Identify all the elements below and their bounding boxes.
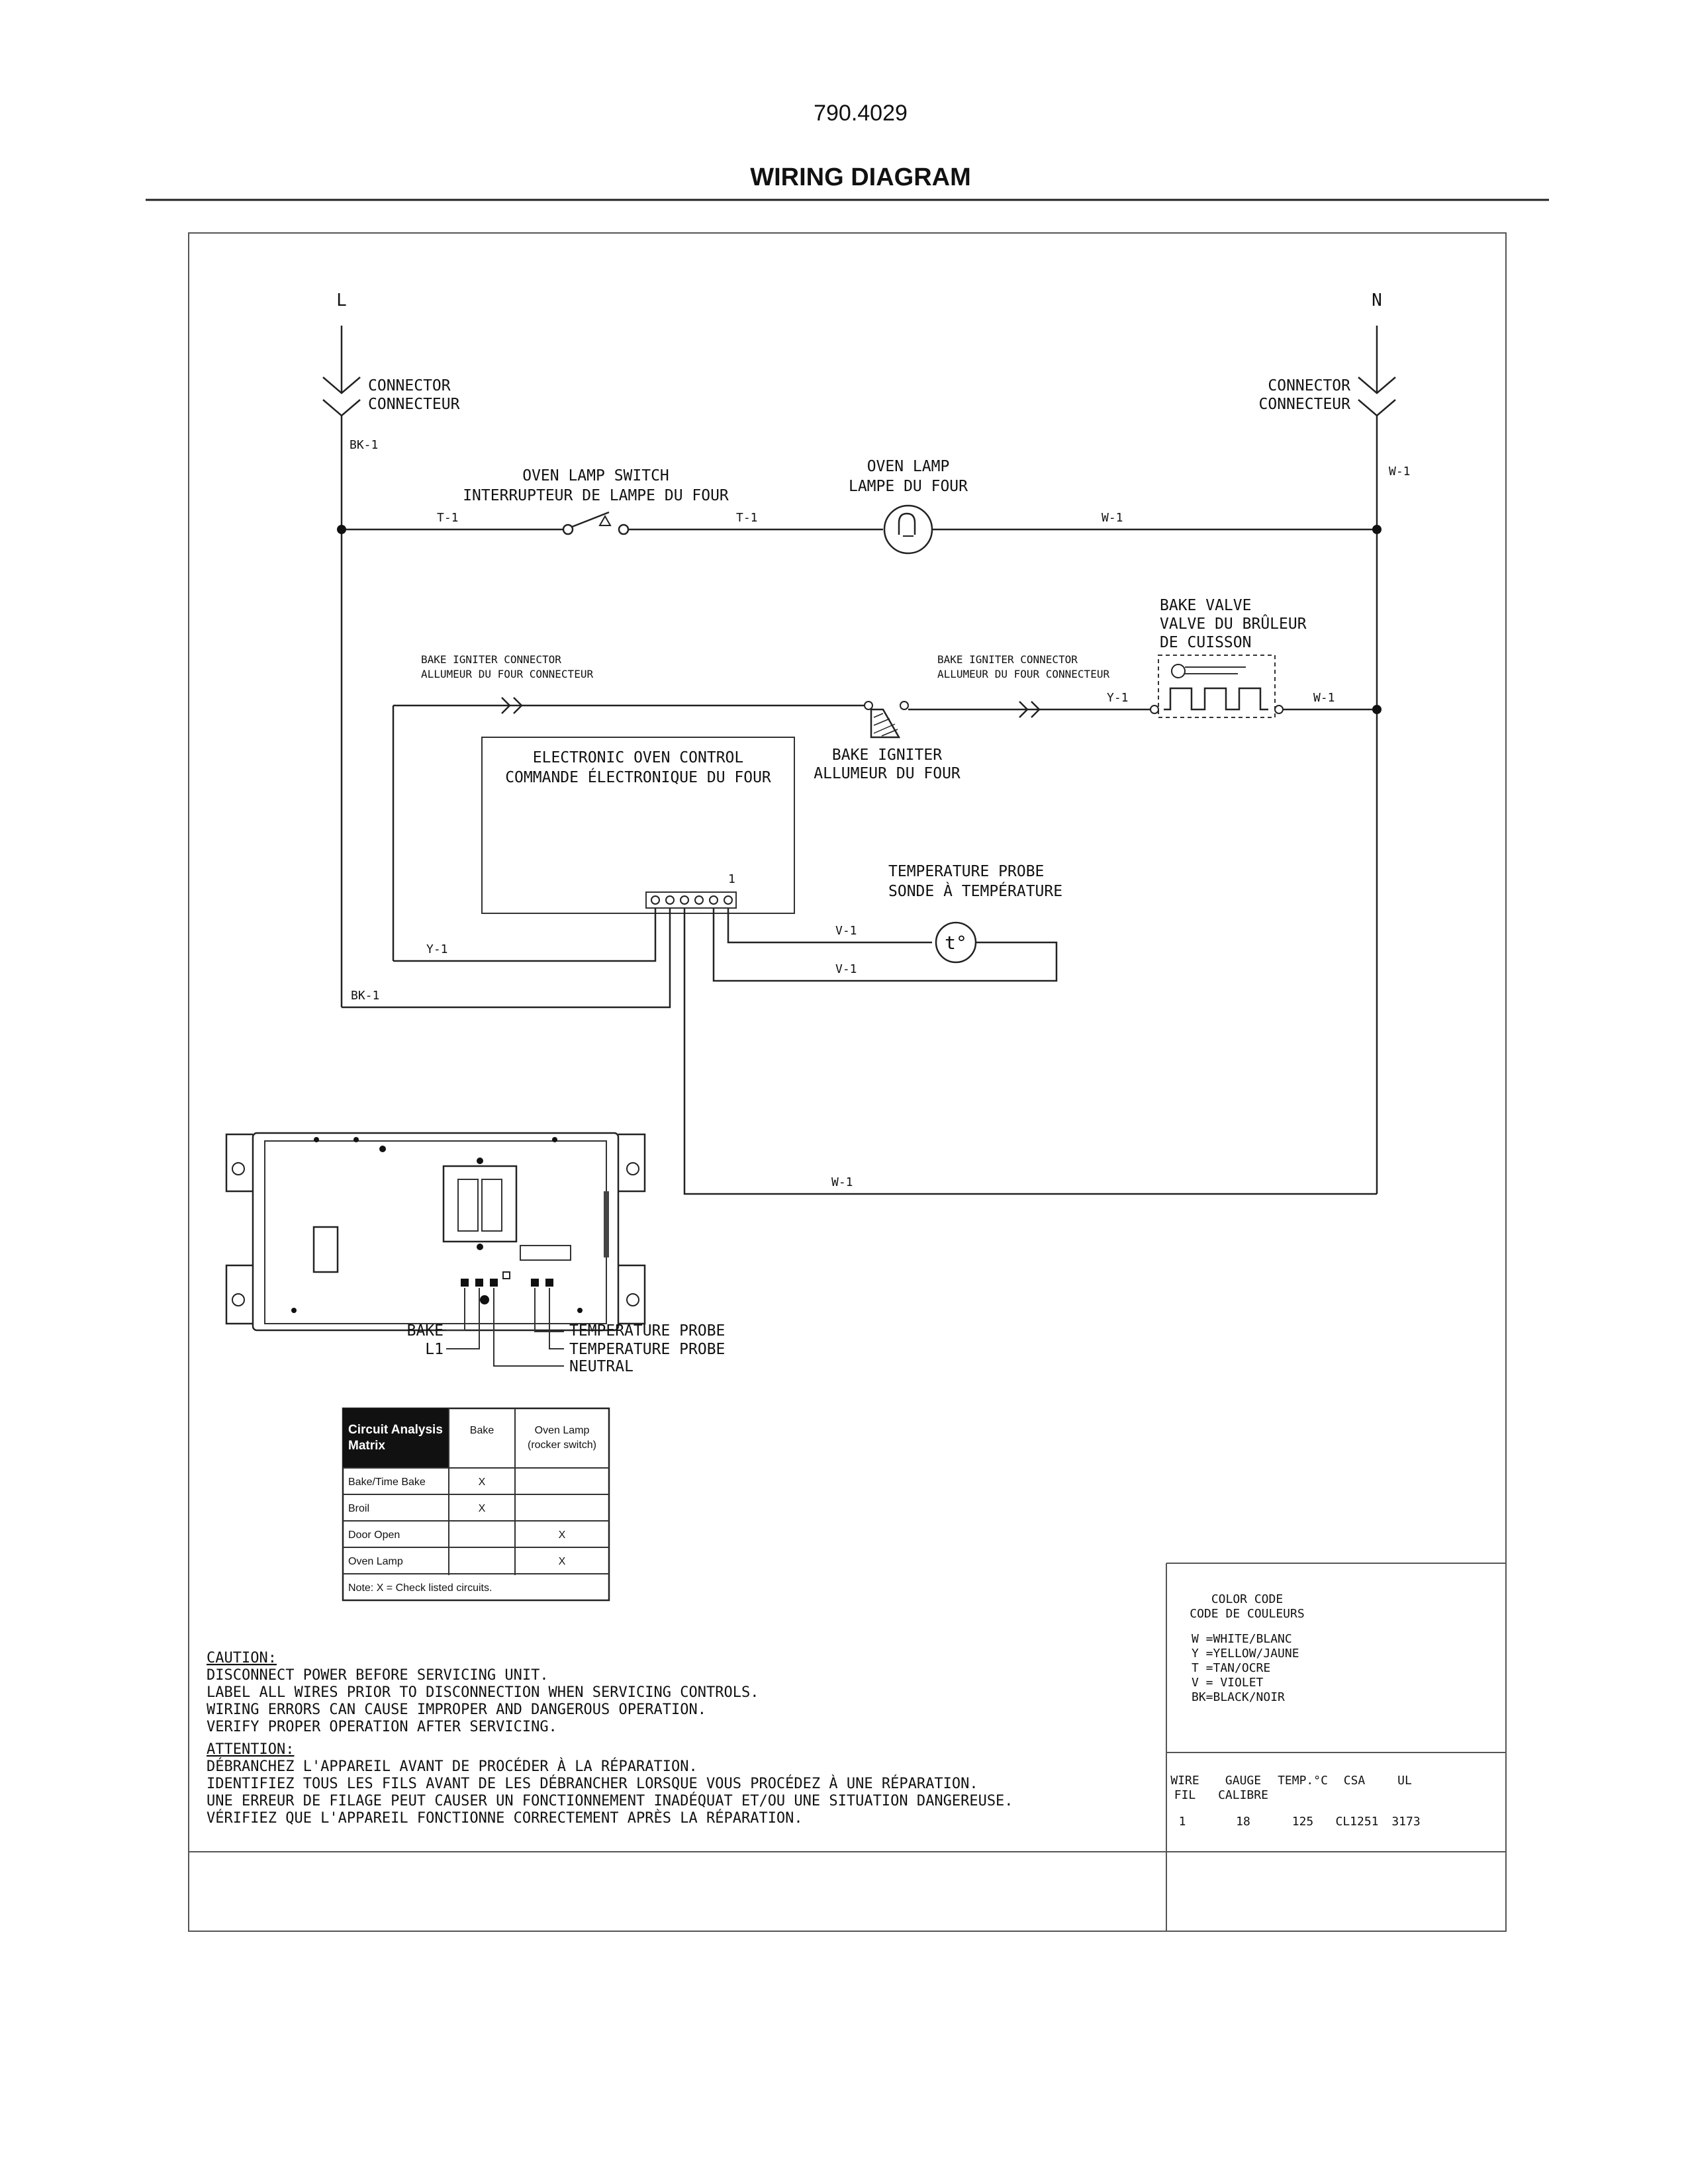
oven-lamp-switch-label-en: OVEN LAMP SWITCH [522, 467, 669, 484]
matrix-col-bake: Bake [469, 1425, 494, 1436]
control-board-illustration [226, 1133, 645, 1330]
wire-spec-h-fil: FIL [1174, 1788, 1196, 1802]
matrix-row-label: Bake/Time Bake [348, 1477, 426, 1488]
right-connector-icon [1358, 326, 1395, 416]
color-code-title-en: COLOR CODE [1211, 1592, 1284, 1606]
probe-label-fr: SONDE À TEMPÉRATURE [888, 883, 1063, 900]
temperature-probe-icon [936, 923, 976, 962]
caution-line: VERIFY PROPER OPERATION AFTER SERVICING. [207, 1719, 557, 1735]
caution-line: WIRING ERRORS CAN CAUSE IMPROPER AND DANGEROUS OPERATION. [207, 1702, 706, 1718]
igniter-connector-right-label-fr: ALLUMEUR DU FOUR CONNECTEUR [937, 668, 1110, 680]
leader-l1 [446, 1288, 479, 1349]
bake-igniter-label-en: BAKE IGNITER [831, 747, 943, 764]
line-terminal-label: L [336, 291, 347, 310]
attention-line: VÉRIFIEZ QUE L'APPAREIL FONCTIONNE CORRECTEMENT APRÈS LA RÉPARATION. [207, 1810, 803, 1827]
wire-label-bk1-bottom: BK-1 [351, 989, 380, 1003]
bake-igniter-icon [865, 702, 908, 737]
wire-spec-h-temp: TEMP.°C [1278, 1774, 1328, 1788]
board-label-probe-2: TEMPERATURE PROBE [569, 1341, 726, 1358]
matrix-row-lamp: X [558, 1556, 566, 1567]
wire-spec-gauge: 18 [1236, 1815, 1250, 1829]
board-label-bake: BAKE [406, 1322, 444, 1340]
bake-valve-label-fr2: DE CUISSON [1160, 634, 1252, 651]
wire-spec-h-gauge: GAUGE [1225, 1774, 1262, 1788]
board-label-l1: L1 [425, 1341, 444, 1358]
board-label-neutral: NEUTRAL [569, 1358, 633, 1375]
color-code-entry: BK=BLACK/NOIR [1192, 1690, 1285, 1704]
wire-label-t1-right: T-1 [736, 511, 758, 525]
right-connector-label-fr: CONNECTEUR [1258, 396, 1350, 413]
bake-valve-label-fr1: VALVE DU BRÛLEUR [1160, 615, 1307, 633]
attention-line: DÉBRANCHEZ L'APPAREIL AVANT DE PROCÉDER À LA RÉPARATION. [207, 1758, 698, 1775]
oven-lamp-label-fr: LAMPE DU FOUR [848, 478, 968, 495]
wire-w1-control [684, 908, 1377, 1194]
color-code-entry: W =WHITE/BLANC [1192, 1632, 1292, 1646]
wire-label-t1-left: T-1 [437, 511, 459, 525]
right-connector-label-en: CONNECTOR [1268, 377, 1350, 394]
board-label-probe-1: TEMPERATURE PROBE [569, 1322, 726, 1340]
attention-line: IDENTIFIEZ TOUS LES FILS AVANT DE LES DÉBRANCHER LORSQUE VOUS PROCÉDEZ À UNE RÉPARATION. [207, 1776, 978, 1792]
node-dot-n-lamp [1372, 525, 1382, 534]
bake-igniter-label-fr: ALLUMEUR DU FOUR [814, 765, 961, 782]
wire-label-bk1-top: BK-1 [350, 438, 379, 452]
wire-spec-h-calibre: CALIBRE [1218, 1788, 1268, 1802]
color-code-entry: Y =YELLOW/JAUNE [1192, 1647, 1299, 1661]
wire-label-y1-control: Y-1 [426, 942, 448, 956]
wire-label-w1-bottom: W-1 [831, 1175, 853, 1189]
wire-bk1-control [342, 908, 670, 1007]
wire-spec-temp: 125 [1291, 1815, 1314, 1829]
left-connector-label-fr: CONNECTEUR [368, 396, 460, 413]
bake-valve-icon [1150, 655, 1283, 717]
matrix-note: Note: X = Check listed circuits. [348, 1582, 492, 1594]
left-connector-icon [323, 326, 360, 416]
model-number: 790.4029 [814, 101, 908, 126]
probe-symbol: t° [945, 932, 967, 954]
oven-lamp-icon [884, 506, 932, 553]
page-title: WIRING DIAGRAM [750, 163, 971, 191]
left-connector-label-en: CONNECTOR [368, 377, 451, 394]
matrix-row-bake: X [478, 1477, 486, 1488]
matrix-row-bake: X [478, 1503, 486, 1514]
attention-heading: ATTENTION: [207, 1741, 295, 1758]
matrix-col-lamp-2: (rocker switch) [527, 1439, 597, 1451]
matrix-row-label: Broil [348, 1503, 370, 1514]
wire-label-w1-lamp: W-1 [1102, 511, 1123, 525]
oven-lamp-switch-icon [563, 512, 628, 534]
matrix-row-lamp: X [558, 1529, 566, 1541]
node-dot-l-lamp [337, 525, 346, 534]
wire-spec-wire: 1 [1178, 1815, 1186, 1829]
control-terminal-block-icon [646, 892, 736, 908]
wire-spec-h-ul: UL [1397, 1774, 1412, 1788]
wire-spec-h-wire: WIRE [1170, 1774, 1199, 1788]
neutral-terminal-label: N [1372, 291, 1382, 310]
wire-spec-csa: CL1251 [1335, 1815, 1379, 1829]
matrix-col-lamp-1: Oven Lamp [534, 1425, 590, 1436]
bake-valve-label-en: BAKE VALVE [1160, 597, 1252, 614]
wire-label-w1-valve: W-1 [1313, 691, 1335, 705]
matrix-title-2: Matrix [348, 1439, 385, 1453]
control-pin-1-label: 1 [728, 872, 735, 886]
color-code-entry: T =TAN/OCRE [1192, 1661, 1271, 1675]
wire-spec-h-csa: CSA [1343, 1774, 1366, 1788]
wire-label-v1-top: V-1 [835, 924, 857, 938]
node-dot-n-valve [1372, 705, 1382, 714]
igniter-connector-left-label-fr: ALLUMEUR DU FOUR CONNECTEUR [421, 668, 594, 680]
color-code-entry: V = VIOLET [1192, 1676, 1264, 1690]
matrix-title-1: Circuit Analysis [348, 1423, 443, 1437]
caution-line: LABEL ALL WIRES PRIOR TO DISCONNECTION WHEN SERVICING CONTROLS. [207, 1684, 759, 1701]
matrix-row-label: Oven Lamp [348, 1556, 403, 1567]
matrix-row-label: Door Open [348, 1529, 400, 1541]
wire-label-w1-right: W-1 [1389, 465, 1411, 478]
wire-spec-ul: 3173 [1391, 1815, 1421, 1829]
matrix-title-cell [343, 1408, 449, 1468]
leader-probe-2 [549, 1288, 564, 1349]
wire-label-y1-valve: Y-1 [1107, 691, 1129, 705]
control-label-en: ELECTRONIC OVEN CONTROL [532, 749, 744, 766]
oven-lamp-label-en: OVEN LAMP [867, 458, 950, 475]
color-code-title-fr: CODE DE COULEURS [1190, 1607, 1305, 1621]
caution-line: DISCONNECT POWER BEFORE SERVICING UNIT. [207, 1667, 549, 1684]
probe-label-en: TEMPERATURE PROBE [888, 863, 1045, 880]
circuit-analysis-matrix [343, 1408, 609, 1600]
oven-lamp-switch-label-fr: INTERRUPTEUR DE LAMPE DU FOUR [463, 487, 729, 504]
caution-heading: CAUTION: [207, 1650, 277, 1666]
igniter-connector-right-label-en: BAKE IGNITER CONNECTOR [937, 653, 1078, 666]
leader-neutral [494, 1288, 564, 1366]
wire-label-v1-bottom: V-1 [835, 962, 857, 976]
wire-v1-bottom [714, 908, 1056, 981]
control-label-fr: COMMANDE ÉLECTRONIQUE DU FOUR [505, 769, 771, 786]
igniter-connector-left-label-en: BAKE IGNITER CONNECTOR [421, 653, 561, 666]
attention-line: UNE ERREUR DE FILAGE PEUT CAUSER UN FONCTIONNEMENT INADÉQUAT ET/OU UNE SITUATION DANGEREUSE. [207, 1793, 1013, 1809]
